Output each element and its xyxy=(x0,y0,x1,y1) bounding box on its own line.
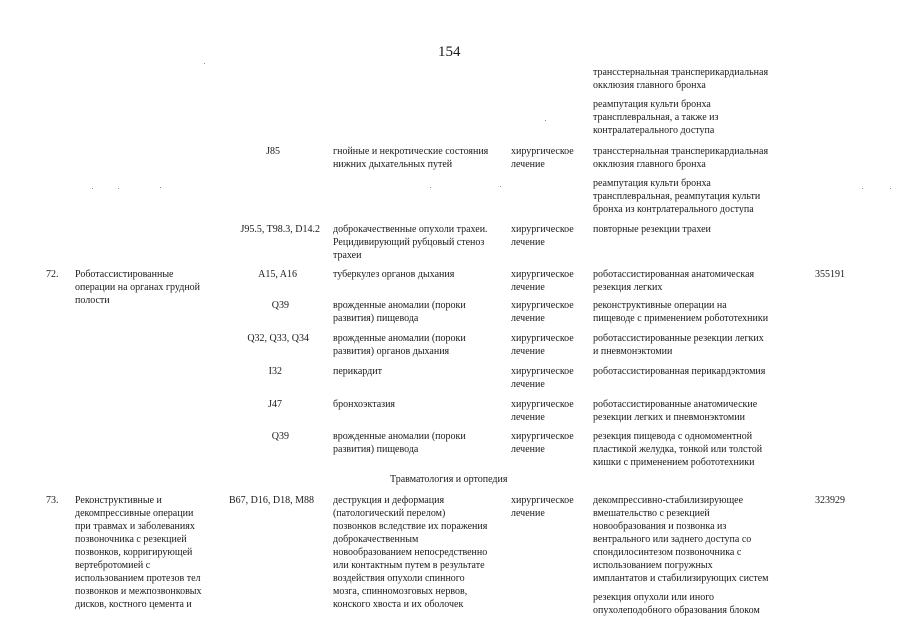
scan-speck xyxy=(430,187,431,188)
scan-speck xyxy=(545,120,546,121)
scan-speck xyxy=(204,63,205,64)
treatment-type: хирургическое лечение xyxy=(511,300,574,324)
icd-code: Q39 xyxy=(271,300,289,311)
icd-code: Q39 xyxy=(271,431,289,442)
treatment-method: роботассистированные анатомические резекции легких и пневмонэктомии xyxy=(593,399,758,423)
patient-model: доброкачественные опухоли трахеи. Рецидивирующий рубцовый стеноз трахеи xyxy=(333,224,488,261)
treatment-method: реконструктивные операции на пищеводе с применением робототехники xyxy=(593,300,769,324)
scan-speck xyxy=(862,188,863,189)
treatment-method: трансстернальная трансперикардиальная окклюзия главного бронха xyxy=(593,67,769,91)
icd-code: Q32, Q33, Q34 xyxy=(247,333,309,344)
treatment-method: трансстернальная трансперикардиальная окклюзия главного бронха xyxy=(593,146,769,170)
patient-model: перикардит xyxy=(333,366,382,377)
section-heading: Травматология и ортопедия xyxy=(390,474,508,485)
treatment-type: хирургическое лечение xyxy=(511,366,574,390)
scan-speck xyxy=(890,188,891,189)
treatment-method: повторные резекции трахеи xyxy=(593,224,711,235)
scan-speck xyxy=(160,187,161,188)
scan-speck xyxy=(118,188,119,189)
procedure-name: Роботассистированные операции на органах грудной полости xyxy=(75,269,201,306)
treatment-method: роботассистированная анатомическая резекция легких xyxy=(593,269,755,293)
treatment-type: хирургическое лечение xyxy=(511,146,574,170)
treatment-method: роботассистированные резекции легких и пневмонэктомии xyxy=(593,333,764,357)
treatment-type: хирургическое лечение xyxy=(511,495,574,519)
icd-code: J47 xyxy=(268,399,282,410)
page-number: 154 xyxy=(438,44,461,60)
scan-speck xyxy=(500,186,501,187)
icd-code: I32 xyxy=(268,366,282,377)
patient-model: врожденные аномалии (пороки развития) органов дыхания xyxy=(333,333,466,357)
treatment-type: хирургическое лечение xyxy=(511,333,574,357)
patient-model: деструкция и деформация (патологический перелом) позвонков вследствие их поражения доброкачественным новообразованием непосредственно или контактным путем в результате воздействия опухоли спинного мозга, спинномозговых нервов, конского хвоста и их оболочек xyxy=(333,495,488,610)
patient-model: бронхоэктазия xyxy=(333,399,396,410)
treatment-type: хирургическое лечение xyxy=(511,399,574,423)
icd-code: J85 xyxy=(266,146,280,157)
icd-code: A15, A16 xyxy=(258,269,297,280)
patient-model: врожденные аномалии (пороки развития) пищевода xyxy=(333,300,466,324)
price-value: 355191 xyxy=(815,269,845,280)
treatment-method: роботассистированная перикардэктомия xyxy=(593,366,766,377)
price-value: 323929 xyxy=(815,495,845,506)
treatment-method: реампутация культи бронха трансплевральная, реампутация культи бронха из контрлатерального доступа xyxy=(593,178,761,215)
treatment-method: резекция опухоли или иного опухолеподобного образования блоком xyxy=(593,592,760,616)
treatment-type: хирургическое лечение xyxy=(511,431,574,455)
scan-speck xyxy=(92,188,93,189)
treatment-method: декомпрессивно-стабилизирующее вмешательство с резекцией новообразования и позвонка из вентрального или заднего доступа со спондилосинтезом позвоночника с использованием погружных имплантатов и стабилизирующих систем xyxy=(593,495,769,584)
treatment-method: реампутация культи бронха трансплевральная, а также из контралатерального доступа xyxy=(593,99,719,136)
patient-model: врожденные аномалии (пороки развития) пищевода xyxy=(333,431,466,455)
treatment-type: хирургическое лечение xyxy=(511,269,574,293)
icd-code: J95.5, T98.3, D14.2 xyxy=(240,224,320,235)
patient-model: гнойные и некротические состояния нижних дыхательных путей xyxy=(333,146,489,170)
treatment-type: хирургическое лечение xyxy=(511,224,574,248)
treatment-method: резекция пищевода с одномоментной пластикой желудка, тонкой или толстой кишки с применением робототехники xyxy=(593,431,763,468)
patient-model: туберкулез органов дыхания xyxy=(333,269,455,280)
row-number: 72. xyxy=(46,269,59,280)
icd-code: B67, D16, D18, M88 xyxy=(229,495,315,506)
procedure-name: Реконструктивные и декомпрессивные операции при травмах и заболеваниях позвоночника с резекцией позвонков, корригирующей вертебротомией с использованием протезов тел позвонков и межпозвонковых дисков, костного цемента и xyxy=(75,495,202,610)
row-number: 73. xyxy=(46,495,59,506)
